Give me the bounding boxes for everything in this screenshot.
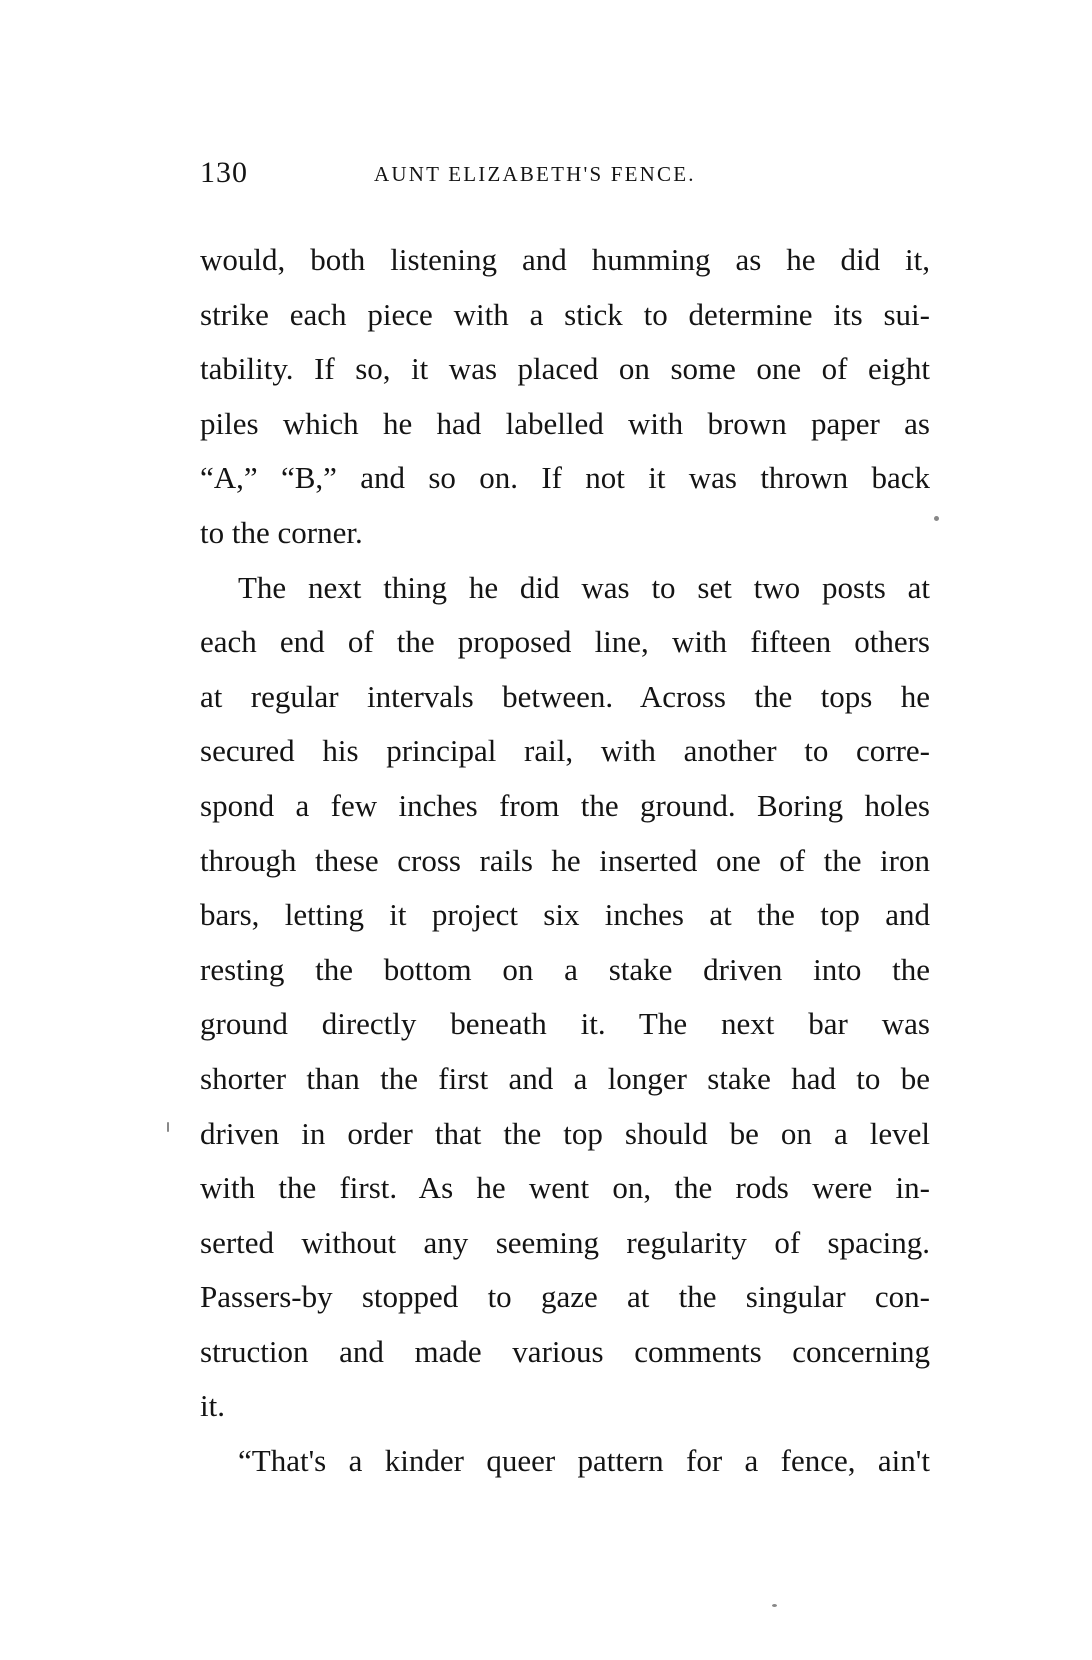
page-number: 130: [200, 156, 248, 189]
text-line: “That's a kinder queer pattern for a fence, ain't: [238, 1443, 930, 1479]
text-line: secured his principal rail, with another to corre-: [200, 733, 930, 769]
text-line: strike each piece with a stick to determine its sui-: [200, 296, 930, 332]
text-line: tability. If so, it was placed on some one of eight: [200, 351, 930, 387]
text-line: to the corner.: [200, 514, 363, 550]
text-line: piles which he had labelled with brown paper as: [200, 405, 930, 441]
text-line: it.: [200, 1388, 225, 1424]
text-line: The next thing he did was to set two posts at: [238, 569, 930, 605]
text-line: bars, letting it project six inches at the top and: [200, 897, 930, 933]
text-line: shorter than the first and a longer stake had to be: [200, 1060, 930, 1096]
text-line: each end of the proposed line, with fifteen others: [200, 624, 930, 660]
text-line: “A,” “B,” and so on. If not it was thrown back: [200, 460, 930, 496]
print-speck: [167, 1122, 169, 1132]
text-line: spond a few inches from the ground. Boring holes: [200, 787, 930, 823]
running-head: [200, 158, 930, 188]
text-line: at regular intervals between. Across the tops he: [200, 678, 930, 714]
print-speck: [934, 516, 939, 521]
running-title: AUNT ELIZABETH'S FENCE.: [374, 162, 696, 186]
text-line: with the first. As he went on, the rods were in-: [200, 1170, 930, 1206]
text-line: through these cross rails he inserted one of the iron: [200, 842, 930, 878]
text-line: ground directly beneath it. The next bar was: [200, 1006, 930, 1042]
text-line: serted without any seeming regularity of spacing.: [200, 1224, 930, 1260]
text-line: driven in order that the top should be on a level: [200, 1115, 930, 1151]
text-line: resting the bottom on a stake driven into the: [200, 951, 930, 987]
text-line: would, both listening and humming as he did it,: [200, 242, 930, 277]
text-line: struction and made various comments concerning: [200, 1333, 930, 1369]
body-text: [200, 233, 930, 1489]
print-speck: [772, 1604, 777, 1607]
text-line: Passers-by stopped to gaze at the singular con-: [200, 1279, 930, 1315]
